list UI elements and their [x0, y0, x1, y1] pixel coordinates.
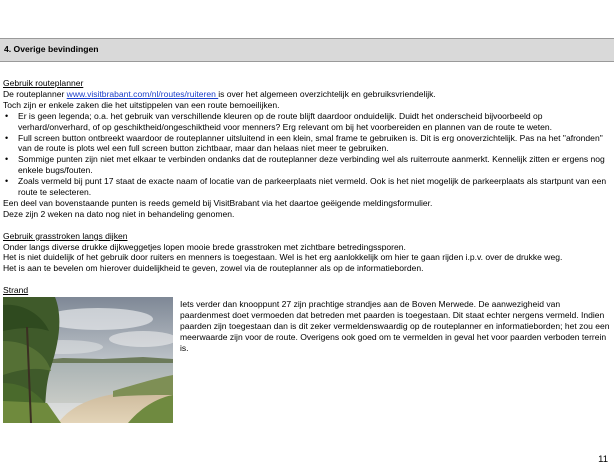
- strand-text: Iets verder dan knooppunt 27 zijn prachtige strandjes aan de Boven Merwede. De aanwezigheid van paardenmest doet vermoeden dat betreden met paarden is toegestaan. Dit staat echter nergens vermeld. Indien paarden zijn toegestaan dan is dit zeker vermeldenswaardig op de routeplanner en informatieborden; het zou een meerwaarde zijn voor de route. Overigens ook goed om te vermelden in geval het voor paarden verboden terrein is.: [180, 299, 610, 353]
- list-item: • Full screen button ontbreekt waardoor de routeplanner uitsluitend in een klein, smal frame te gebruiken is. Dit is erg onoverzichtelijk. Pas na het "afronden" van de route is plots wel een full screen button zichtbaar, maar dan helaas niet meer te gebruiken.: [3, 133, 609, 155]
- paragraph-spacer: [3, 220, 609, 231]
- routeplanner-line2: Toch zijn er enkele zaken die het uitstippelen van een route bemoeilijken.: [3, 99, 280, 110]
- list-item: • Zoals vermeld bij punt 17 staat de exacte naam of locatie van de parkeerplaats niet vermeld. Ook is het niet mogelijk de parkeerplaats als startpunt van een route te selecteren.: [3, 176, 609, 198]
- section-title: 4. Overige bevindingen: [4, 44, 99, 54]
- document-body: [3, 78, 609, 425]
- page-number: 11: [598, 454, 608, 465]
- routeplanner-heading: Gebruik routeplanner: [3, 78, 84, 88]
- strand-heading: Strand: [3, 285, 29, 296]
- beach-photo: [3, 297, 173, 423]
- routeplanner-after1: Een deel van bovenstaande punten is reeds gemeld bij VisitBrabant via het daartoe geëigende meldingsformulier.: [3, 197, 433, 208]
- grasstroken-line: Onder langs diverse drukke dijkweggetjes lopen mooie brede grasstroken met zichtbare betredingssporen.: [3, 241, 406, 252]
- grasstroken-line: Het is niet duidelijk of het gebruik door ruiters en menners is toegestaan. Wel is het erg aanlokkelijk om hier te gaan rijden i.p.v. over de drukke weg.: [3, 252, 563, 263]
- intro-text-after: is over het algemeen overzichtelijk en gebruiksvriendelijk.: [218, 88, 436, 99]
- section-header-bar: [0, 38, 614, 62]
- visitbrabant-link[interactable]: www.visitbrabant.com/nl/routes/ruiteren: [66, 88, 219, 99]
- grasstroken-line: Het is aan te bevelen om hierover duidelijkheid te geven, zowel via de routeplanner als op de informatieborden.: [3, 263, 424, 274]
- routeplanner-intro: [3, 89, 609, 100]
- list-item: • Sommige punten zijn niet met elkaar te verbinden ondanks dat de routeplanner deze verbinding wel als ruiterroute aanmerkt. Kennelijk zitten er ergens nog enkele bugs/fouten.: [3, 154, 609, 176]
- grasstroken-heading: Gebruik grasstroken langs dijken: [3, 230, 128, 241]
- routeplanner-after2: Deze zijn 2 weken na dato nog niet in behandeling genomen.: [3, 208, 235, 219]
- routeplanner-issue-list: [3, 111, 609, 198]
- strand-section: [3, 297, 609, 425]
- paragraph-spacer: [3, 274, 609, 285]
- list-item: • Er is geen legenda; o.a. het gebruik van verschillende kleuren op de route blijft daardoor onduidelijk. Duidt het onderscheid bijvoorbeeld op verhard/onverhard, of op geschiktheid/ongeschiktheid voor menners? Erg relevant om bij het voorbereiden en plannen van de route te weten.: [3, 111, 609, 133]
- intro-text-before: De routeplanner: [3, 88, 67, 99]
